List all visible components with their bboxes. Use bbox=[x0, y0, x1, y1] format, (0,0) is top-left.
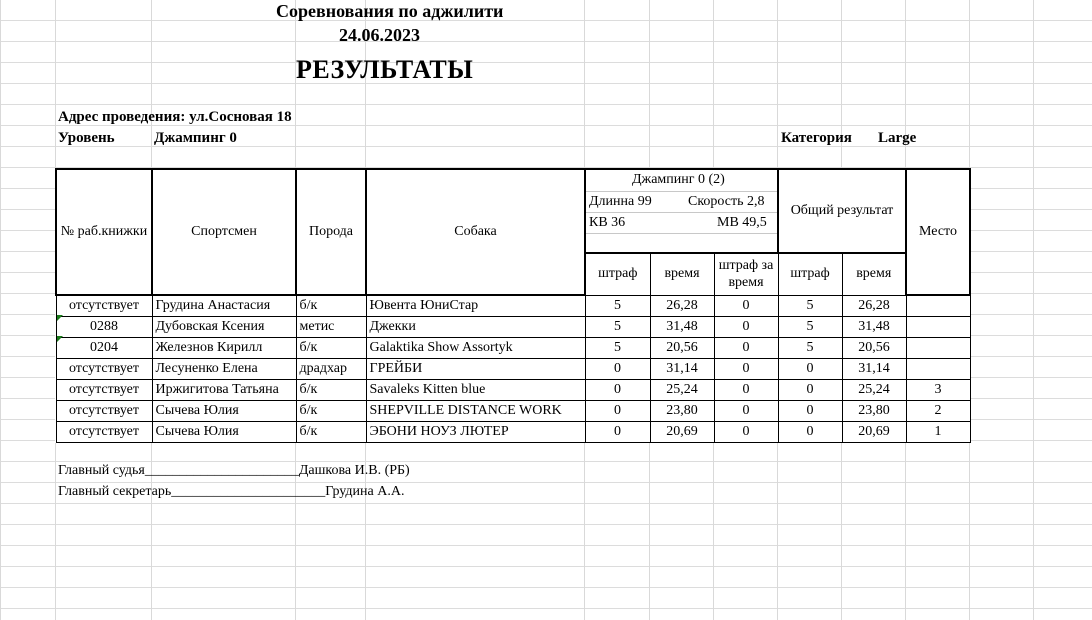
penalty-cell: 5 bbox=[585, 317, 650, 338]
header-time-penalty: штраф за время bbox=[714, 253, 778, 295]
cell-comment-marker bbox=[57, 336, 63, 342]
time-cell: 23,80 bbox=[650, 401, 714, 422]
time-penalty-cell: 0 bbox=[714, 317, 778, 338]
total-time-cell: 20,69 bbox=[842, 422, 906, 443]
total-penalty-cell: 0 bbox=[778, 359, 842, 380]
total-time-cell: 31,48 bbox=[842, 317, 906, 338]
header-mv: МВ 49,5 bbox=[717, 215, 767, 230]
header-time: время bbox=[650, 253, 714, 295]
penalty-cell: 5 bbox=[585, 338, 650, 359]
time-cell: 31,48 bbox=[650, 317, 714, 338]
breed-cell: б/к bbox=[296, 295, 366, 317]
time-penalty-cell: 0 bbox=[714, 422, 778, 443]
penalty-cell: 0 bbox=[585, 359, 650, 380]
penalty-cell: 5 bbox=[585, 295, 650, 317]
breed-cell: б/к bbox=[296, 401, 366, 422]
judge-line: ______________________ bbox=[144, 463, 299, 478]
athlete-cell: Дубовская Ксения bbox=[152, 317, 296, 338]
time-penalty-cell: 0 bbox=[714, 338, 778, 359]
place-cell bbox=[906, 295, 970, 317]
dog-cell: ЭБОНИ НОУЗ ЛЮТЕР bbox=[366, 422, 585, 443]
time-penalty-cell: 0 bbox=[714, 401, 778, 422]
total-time-cell: 20,56 bbox=[842, 338, 906, 359]
book-cell: отсутствует bbox=[56, 422, 152, 443]
time-cell: 26,28 bbox=[650, 295, 714, 317]
book-cell: отсутствует bbox=[56, 380, 152, 401]
dog-cell: Savaleks Kitten blue bbox=[366, 380, 585, 401]
results-table bbox=[55, 168, 971, 443]
total-time-cell: 26,28 bbox=[842, 295, 906, 317]
judge-name: Дашкова И.В. (РБ) bbox=[298, 463, 410, 478]
table-row bbox=[56, 401, 970, 422]
breed-cell: б/к bbox=[296, 338, 366, 359]
secretary-line: ______________________ bbox=[171, 484, 326, 499]
breed-cell: б/к bbox=[296, 380, 366, 401]
header-penalty: штраф bbox=[585, 253, 650, 295]
place-cell: 2 bbox=[906, 401, 970, 422]
page-title: Соревнования по аджилити bbox=[276, 1, 504, 21]
table-row bbox=[56, 422, 970, 443]
penalty-cell: 0 bbox=[585, 380, 650, 401]
athlete-cell: Сычева Юлия bbox=[152, 422, 296, 443]
total-time-cell: 25,24 bbox=[842, 380, 906, 401]
place-cell: 1 bbox=[906, 422, 970, 443]
total-penalty-cell: 5 bbox=[778, 295, 842, 317]
dog-cell: SHEPVILLE DISTANCE WORK bbox=[366, 401, 585, 422]
category-value: Large bbox=[878, 130, 917, 146]
header-total-time: время bbox=[842, 253, 906, 295]
book-cell: 0288 bbox=[56, 317, 152, 338]
results-heading: РЕЗУЛЬТАТЫ bbox=[296, 55, 474, 84]
header-athlete: Спортсмен bbox=[152, 169, 296, 295]
penalty-cell: 0 bbox=[585, 401, 650, 422]
athlete-cell: Лесуненко Елена bbox=[152, 359, 296, 380]
book-cell: 0204 bbox=[56, 338, 152, 359]
time-penalty-cell: 0 bbox=[714, 380, 778, 401]
breed-cell: метис bbox=[296, 317, 366, 338]
place-cell bbox=[906, 359, 970, 380]
dog-cell: Джекки bbox=[366, 317, 585, 338]
table-row bbox=[56, 338, 970, 359]
total-penalty-cell: 0 bbox=[778, 380, 842, 401]
event-date: 24.06.2023 bbox=[339, 25, 420, 45]
time-cell: 20,56 bbox=[650, 338, 714, 359]
cell-comment-marker bbox=[57, 315, 63, 321]
time-cell: 20,69 bbox=[650, 422, 714, 443]
total-penalty-cell: 0 bbox=[778, 422, 842, 443]
category-label: Категория bbox=[781, 130, 852, 146]
address: Адрес проведения: ул.Сосновая 18 bbox=[58, 109, 292, 125]
total-penalty-cell: 0 bbox=[778, 401, 842, 422]
header-place: Место bbox=[906, 169, 970, 295]
dog-cell: ГРЕЙБИ bbox=[366, 359, 585, 380]
header-kv: КВ 36 bbox=[589, 215, 626, 230]
secretary-name: Грудина А.А. bbox=[325, 484, 405, 499]
total-time-cell: 23,80 bbox=[842, 401, 906, 422]
dog-cell: Galaktika Show Assortyk bbox=[366, 338, 585, 359]
header-speed: Скорость 2,8 bbox=[688, 194, 765, 209]
header-breed: Порода bbox=[296, 169, 366, 295]
header-dog: Собака bbox=[366, 169, 585, 295]
book-cell: отсутствует bbox=[56, 401, 152, 422]
breed-cell: драдхар bbox=[296, 359, 366, 380]
table-row bbox=[56, 317, 970, 338]
table-row bbox=[56, 380, 970, 401]
judge-label: Главный судья bbox=[58, 463, 145, 478]
secretary-label: Главный секретарь bbox=[58, 484, 172, 499]
header-run-block bbox=[585, 169, 778, 253]
time-penalty-cell: 0 bbox=[714, 295, 778, 317]
breed-cell: б/к bbox=[296, 422, 366, 443]
place-cell bbox=[906, 338, 970, 359]
total-time-cell: 31,14 bbox=[842, 359, 906, 380]
level-value: Джампинг 0 bbox=[154, 130, 237, 146]
place-cell: 3 bbox=[906, 380, 970, 401]
table-row bbox=[56, 359, 970, 380]
athlete-cell: Железнов Кирилл bbox=[152, 338, 296, 359]
header-book: № раб.книжки bbox=[56, 169, 152, 295]
athlete-cell: Грудина Анастасия bbox=[152, 295, 296, 317]
book-cell: отсутствует bbox=[56, 295, 152, 317]
penalty-cell: 0 bbox=[585, 422, 650, 443]
total-penalty-cell: 5 bbox=[778, 338, 842, 359]
dog-cell: Ювента ЮниСтар bbox=[366, 295, 585, 317]
time-cell: 31,14 bbox=[650, 359, 714, 380]
total-penalty-cell: 5 bbox=[778, 317, 842, 338]
place-cell bbox=[906, 317, 970, 338]
header-run-title: Джампинг 0 (2) bbox=[632, 172, 725, 187]
header-length: Длинна 99 bbox=[589, 194, 652, 209]
table-row bbox=[56, 295, 970, 317]
header-total: Общий результат bbox=[778, 169, 906, 253]
time-penalty-cell: 0 bbox=[714, 359, 778, 380]
book-cell: отсутствует bbox=[56, 359, 152, 380]
level-label: Уровень bbox=[58, 130, 115, 146]
athlete-cell: Иржигитова Татьяна bbox=[152, 380, 296, 401]
athlete-cell: Сычева Юлия bbox=[152, 401, 296, 422]
secretary-signature bbox=[58, 484, 404, 500]
header-total-penalty: штраф bbox=[778, 253, 842, 295]
time-cell: 25,24 bbox=[650, 380, 714, 401]
judge-signature bbox=[58, 463, 410, 479]
